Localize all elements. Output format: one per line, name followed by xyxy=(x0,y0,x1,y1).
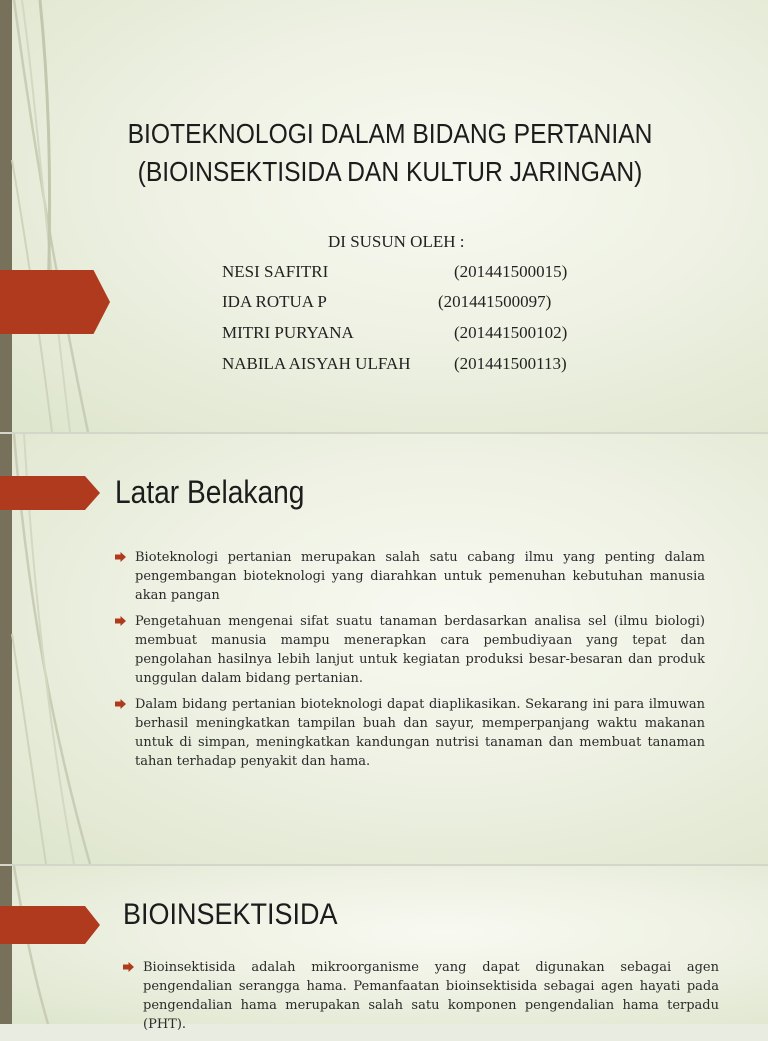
author-name: IDA ROTUA P xyxy=(222,292,327,311)
grass-decoration xyxy=(0,0,120,432)
bullet-text: Pengetahuan mengenai sifat suatu tanaman berdasarkan analisa sel (ilmu biologi) membuat manusia mampu menerapkan cara pembudiyaan yang tepat dan pengolahan hasilnya lebih lanjut untuk kegiatan produksi besar-besaran dan produk unggulan dalam bidang pertanian. xyxy=(135,614,705,686)
section-heading: Latar Belakang xyxy=(115,474,305,510)
author-name: NESI SAFITRI xyxy=(222,262,329,281)
author-id: (201441500113) xyxy=(454,354,567,373)
list-item xyxy=(115,612,705,688)
author-name: MITRI PURYANA xyxy=(222,323,354,342)
arrow-bullet-icon xyxy=(115,699,126,709)
accent-arrow xyxy=(0,476,100,510)
slide-bioinsektisida xyxy=(0,866,768,1032)
arrow-bullet-icon xyxy=(123,962,134,972)
bullet-text: Dalam bidang pertanian bioteknologi dapat diaplikasikan. Sekarang ini para ilmuwan berhasil meningkatkan tampilan buah dan sayur, memperpanjang waktu makanan untuk di simpan, meningkatkan kandungan nutrisi tanaman dan membuat tanaman tahan terhadap penyakit dan hama. xyxy=(135,697,705,769)
bullet-list xyxy=(115,548,705,778)
author-id: (201441500015) xyxy=(454,262,568,281)
section-heading: BIOINSEKTISIDA xyxy=(123,898,338,931)
author-id: (201441500102) xyxy=(454,323,568,342)
author-id: (201441500097) xyxy=(438,292,552,311)
grass-decoration xyxy=(0,866,120,1024)
bullet-list xyxy=(123,958,719,1041)
author-name: NABILA AISYAH ULFAH xyxy=(222,354,411,373)
accent-arrow xyxy=(0,906,100,944)
author-heading: DI SUSUN OLEH : xyxy=(328,232,465,251)
arrow-bullet-icon xyxy=(115,616,126,626)
page-title xyxy=(40,115,740,191)
accent-arrow xyxy=(0,270,110,334)
title-line-2: (BIOINSEKTISIDA DAN KULTUR JARINGAN) xyxy=(137,156,643,187)
list-item xyxy=(123,958,719,1034)
bullet-text: Bioinsektisida adalah mikroorganisme yang dapat digunakan sebagai agen pengendalian serangga hama. Pemanfaatan bioinsektisida sebagai agen hayati pada pengendalian hama merupakan salah satu komponen pengendalian hama terpadu (PHT). xyxy=(143,960,719,1032)
list-item xyxy=(115,548,705,605)
title-line-1: BIOTEKNOLOGI DALAM BIDANG PERTANIAN xyxy=(127,118,653,149)
arrow-bullet-icon xyxy=(115,552,126,562)
slide-latar-belakang xyxy=(0,434,768,864)
bullet-text: Bioteknologi pertanian merupakan salah satu cabang ilmu yang penting dalam pengembangan bioteknologi yang diarahkan untuk pemenuhan kebutuhan manusia akan pangan xyxy=(135,550,705,603)
slide-title xyxy=(0,0,768,432)
list-item xyxy=(115,695,705,771)
